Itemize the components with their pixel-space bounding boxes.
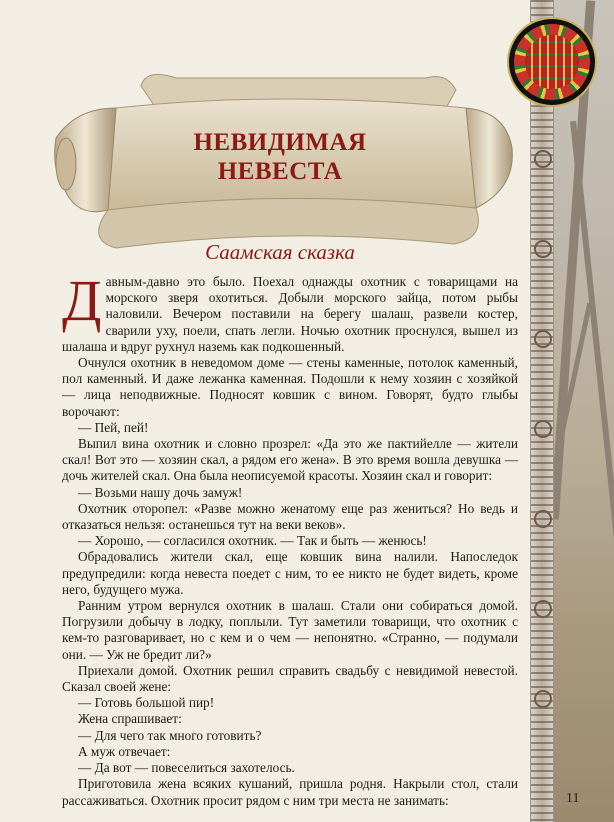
- paragraph: Обрадовались жители скал, еще ковшик вина налили. Напоследок предупредили: когда невеста поедет с ним, то ее никто не будет видеть, кроме него, будущего мужа.: [62, 549, 518, 597]
- paragraph: Охотник оторопел: «Разве можно женатому еще раз жениться? Но ведь и отказаться нельзя: останешься тут на веки веков».: [62, 500, 518, 533]
- paragraph: А муж отвечает:: [78, 743, 171, 759]
- title-line-2: НЕВЕСТА: [217, 158, 343, 185]
- paragraph: — Для чего так много готовить?: [78, 727, 262, 743]
- page-title: [140, 128, 420, 186]
- paragraph: Жена спрашивает:: [78, 711, 182, 727]
- paragraph: Выпил вина охотник и словно прозрел: «Да это же пактийелле — жители скал! Вот это — хозяин скал, а рядом его жена». В это время вошла девушка — дочь жителей скал. Она была неописуемой красоты. Хозяин скал и говорит:: [62, 436, 518, 484]
- landscape-photo: [548, 0, 614, 822]
- title-line-1: НЕВИДИМАЯ: [193, 129, 367, 156]
- story-text: [62, 268, 518, 809]
- page-number: 11: [566, 791, 580, 806]
- paragraph: — Готовь большой пир!: [78, 695, 215, 711]
- paragraph-first-text: авным-давно это было. Поехал однажды охотник с товарищами на морского зверя охотиться. Добыли морского зайца, потом рыбы наловили. Вечером поставили на берегу шалаш, развели костер, сварили уху, поели, спать легли. Ночью охотник проснулся, вышел из шалаша и вдруг рухнул наземь как подкошенный.: [62, 274, 518, 354]
- paragraph: — Хорошо, — согласился охотник. — Так и быть — женюсь!: [78, 533, 427, 549]
- paragraph: — Да вот — повеселиться захотелось.: [78, 760, 295, 776]
- paragraph: Приехали домой. Охотник решил справить свадьбу с невидимой невестой. Сказал своей жене:: [62, 662, 518, 695]
- paragraph: Ранним утром вернулся охотник в шалаш. Стали они собираться домой. Погрузили добычу в лодку, поплыли. Тут заметили товарищи, что охотник с кем-то разговаривает, но с кем и о чем — непонятно. «Странно, — подумали они. — Уж не бредит ли?»: [62, 598, 518, 662]
- paragraph: Очнулся охотник в неведомом доме — стены каменные, потолок каменный, пол каменный. И даже лежанка каменная. Подошли к нему хозяин с хозяйкой — лица неподвижные. Подносят ковшик с вином. Говорят, будто глыбы ворочают:: [62, 355, 518, 419]
- paragraph: — Возьми нашу дочь замуж!: [78, 484, 243, 500]
- paragraph-first: [62, 268, 518, 355]
- paragraph: — Пей, пей!: [78, 419, 149, 435]
- paragraph: Приготовила жена всяких кушаний, пришла родня. Накрыли стол, стали рассаживаться. Охотник просит рядом с ним три места не занимать:: [62, 776, 518, 808]
- drop-cap: Д: [62, 268, 102, 333]
- celtic-knot-border: [530, 0, 554, 822]
- ornament-emblem-icon: [509, 19, 595, 105]
- subtitle: Саамская сказка: [205, 240, 355, 264]
